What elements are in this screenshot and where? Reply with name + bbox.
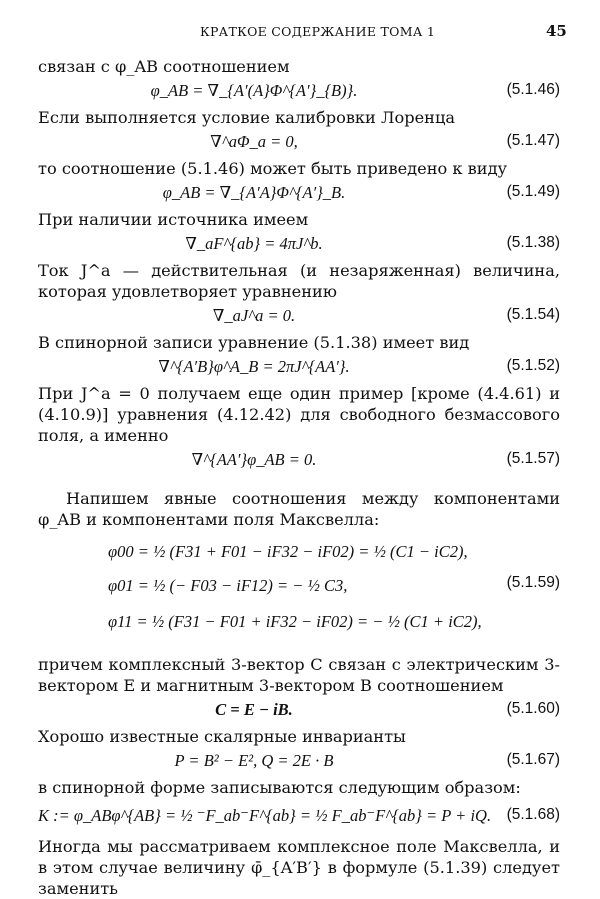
equation (38, 798, 560, 836)
equation-number: (5.1.59) (506, 574, 560, 591)
paragraph: В спинорной записи уравнение (5.1.38) имеет вид (38, 333, 470, 352)
equation (38, 446, 560, 476)
paragraph: При наличии источника имеем (38, 210, 309, 229)
paragraph: Ток J^a — действительная (и незаряженная) величина, которая удовлетворяет уравнению (38, 261, 560, 301)
equation-number: (5.1.54) (506, 306, 560, 323)
equation (38, 230, 560, 260)
equation-number: (5.1.52) (506, 357, 560, 374)
equation-formula: ∇^aΦ_a = 0, (210, 132, 298, 151)
equation (38, 696, 560, 726)
equation-number: (5.1.46) (506, 81, 560, 98)
paragraph: причем комплексный 3-вектор C связан с электрическим 3-вектором E и магнитным 3-вектором B соотношением (38, 655, 560, 695)
equation-number: (5.1.47) (506, 132, 560, 149)
equation-formula: C = E − iB. (215, 700, 293, 719)
equation (38, 353, 560, 383)
running-title: КРАТКОЕ СОДЕРЖАНИЕ ТОМА 1 (200, 24, 436, 39)
paragraph: Иногда мы рассматриваем комплексное поле Максвелла, и в этом случае величину φ̄_{A′B′} в формуле (5.1.39) следует заменить (38, 837, 560, 898)
equation (38, 179, 560, 209)
equation-formula: P = B² − E², Q = 2E · B (174, 751, 334, 770)
equation-formula: φ_AB = ∇_{A′(A}Φ^{A′}_{B)}. (150, 81, 358, 100)
equation (38, 302, 560, 332)
equation-formula: ∇_aJ^a = 0. (212, 306, 296, 325)
equation-number: (5.1.60) (506, 700, 560, 717)
equation-formula: ∇_aF^{ab} = 4πJ^b. (185, 234, 323, 253)
equation-line: φ01 = ½ (− F03 − iF12) = − ½ C3, (108, 576, 348, 595)
equation-formula: ∇^{A′B}φ^A_B = 2πJ^{AA′}. (158, 357, 350, 376)
equation-number: (5.1.68) (506, 806, 560, 823)
paragraph: связан с φ_AB соотношением (38, 57, 290, 76)
equation-formula: φ_AB = ∇_{A′A}Φ^{A′}_B. (162, 183, 346, 202)
paragraph: При J^a = 0 получаем еще один пример [кроме (4.4.61) и (4.10.9)] уравнения (4.12.42) для свободного безмассового поля, а именно (38, 384, 560, 445)
equation-formula: K := φ_ABφ^{AB} = ½ ⁻F_ab⁻F^{ab} = ½ F_ab⁻F^{ab} = P + iQ. (38, 806, 492, 825)
equation-line: φ11 = ½ (F31 − F01 + iF32 − iF02) = − ½ (C1 + iC2), (108, 612, 482, 631)
page-body (38, 56, 560, 899)
equation-number: (5.1.67) (506, 751, 560, 768)
equation (38, 77, 560, 107)
page-number: 45 (546, 22, 567, 40)
paragraph: то соотношение (5.1.46) может быть приведено к виду (38, 159, 508, 178)
equation (38, 128, 560, 158)
equation-line: φ00 = ½ (F31 + F01 − iF32 − iF02) = ½ (C1 − iC2), (108, 542, 468, 561)
paragraph: Хорошо известные скалярные инварианты (38, 727, 406, 746)
equation-formula: ∇^{AA′}φ_AB = 0. (191, 450, 317, 469)
equation-number: (5.1.57) (506, 450, 560, 467)
equation-number: (5.1.49) (506, 183, 560, 200)
paragraph: в спинорной форме записываются следующим образом: (38, 778, 521, 797)
equation-number: (5.1.38) (506, 234, 560, 251)
equation (38, 747, 560, 777)
paragraph: Если выполняется условие калибровки Лоренца (38, 108, 456, 127)
equation-group (38, 536, 560, 654)
page-header (0, 22, 600, 42)
paragraph: Напишем явные соотношения между компонентами φ_AB и компонентами поля Максвелла: (38, 489, 560, 529)
